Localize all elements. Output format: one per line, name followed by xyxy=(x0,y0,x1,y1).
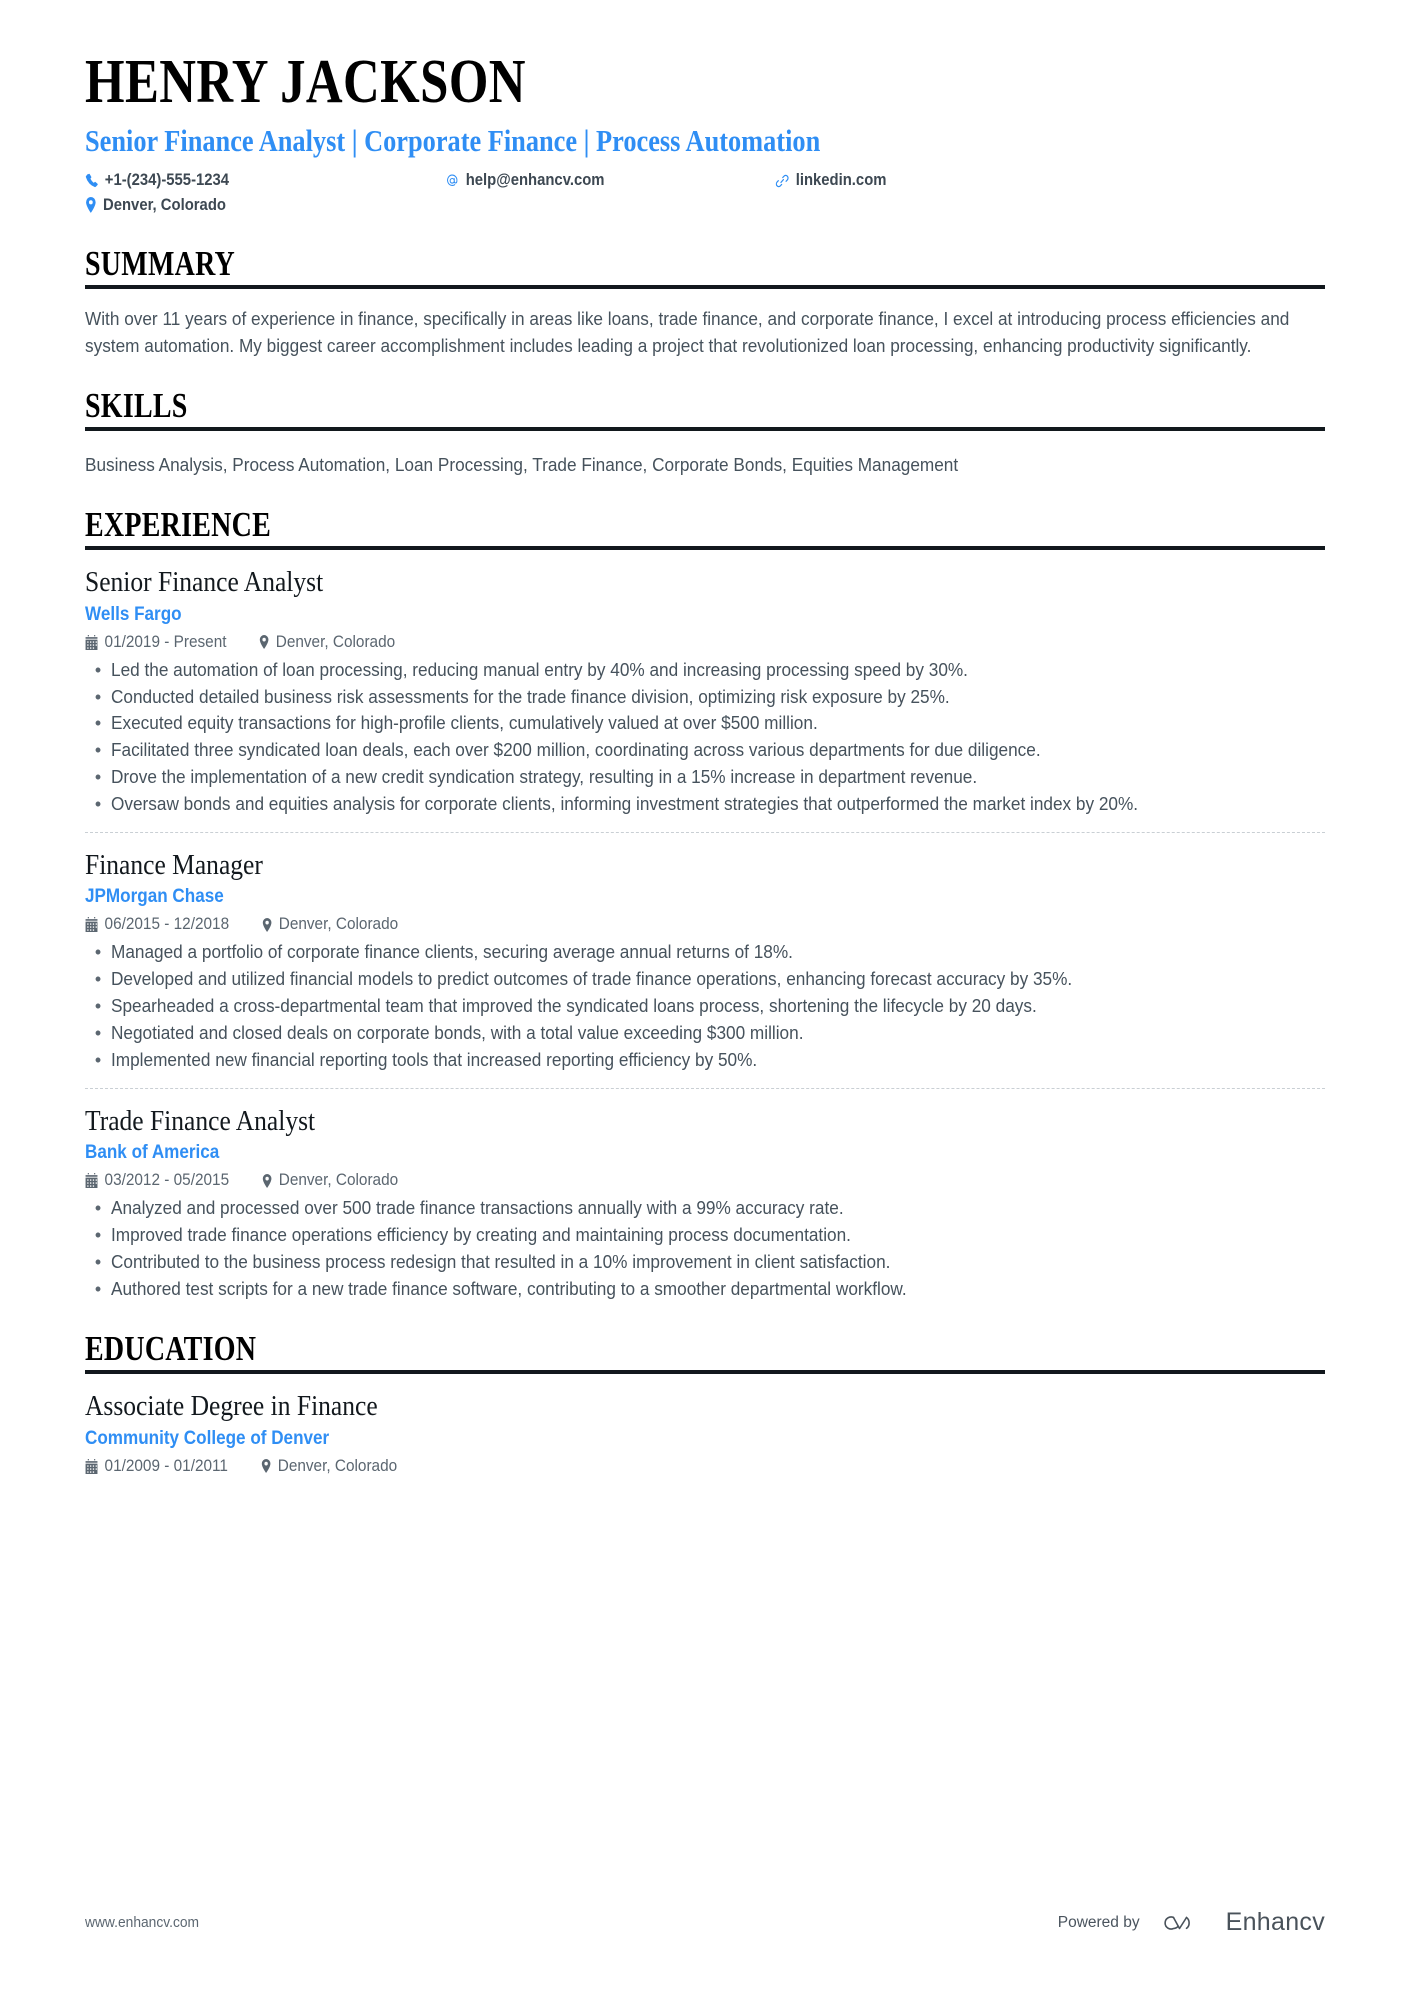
bullet-dot-icon: • xyxy=(94,1198,102,1219)
education-entry-title: Associate Degree in Finance xyxy=(85,1389,378,1422)
section-experience xyxy=(85,505,1325,1303)
calendar-icon xyxy=(85,1173,98,1188)
entry-dates-value: 01/2019 - Present xyxy=(104,632,227,651)
bullet-text: Led the automation of loan processing, reducing manual entry by 40% and increasing processing speed by 30%. xyxy=(111,658,968,680)
contact-website-value: linkedin.com xyxy=(795,171,887,190)
list-item xyxy=(85,966,1325,993)
summary-text: With over 11 years of experience in finance, specifically in areas like loans, trade finance, and corporate finance, I excel at introducing process efficiencies and system automation. My biggest career accomplishment includes leading a project that revolutionized loan processing, enhancing productivity significantly. xyxy=(85,308,1290,356)
bullet-dot-icon: • xyxy=(94,1278,102,1299)
experience-entry-title: Trade Finance Analyst xyxy=(85,1104,316,1137)
entry-location-value: Denver, Colorado xyxy=(278,915,399,934)
experience-entry-meta xyxy=(85,633,1325,652)
education-entry xyxy=(85,1374,1325,1476)
list-item xyxy=(85,1020,1325,1047)
link-icon xyxy=(775,173,789,189)
experience-entry-organization[interactable]: Bank of America xyxy=(85,1142,220,1164)
education-entry-meta xyxy=(85,1457,1325,1476)
footer-url[interactable]: www.enhancv.com xyxy=(85,1914,200,1931)
list-item xyxy=(85,791,1325,818)
section-skills xyxy=(85,386,1325,479)
skills-list: Business Analysis, Process Automation, Loan Processing, Trade Finance, Corporate Bonds, Equities Management xyxy=(85,453,959,475)
education-entry-organization[interactable]: Community College of Denver xyxy=(85,1427,330,1449)
experience-entry-organization[interactable]: Wells Fargo xyxy=(85,603,182,625)
footer-branding xyxy=(1058,1908,1325,1937)
contact-row-secondary xyxy=(85,193,1325,218)
experience-entry-meta xyxy=(85,1171,1325,1190)
contact-location xyxy=(85,193,409,218)
bullet-dot-icon: • xyxy=(94,793,102,814)
location-pin-icon xyxy=(85,197,97,213)
entry-location-value: Denver, Colorado xyxy=(278,1171,399,1190)
entry-location-value: Denver, Colorado xyxy=(275,632,396,651)
location-pin-icon xyxy=(262,918,272,932)
entry-bullet-list xyxy=(85,1195,1325,1302)
enhancv-logo-icon xyxy=(1164,1910,1216,1936)
entry-bullet-list xyxy=(85,657,1325,818)
location-pin-icon xyxy=(262,1174,272,1188)
bullet-text: Developed and utilized financial models to predict outcomes of trade finance operations, enhancing forecast accuracy by 35%. xyxy=(111,968,1073,990)
bullet-dot-icon: • xyxy=(94,1225,102,1246)
list-item xyxy=(85,1222,1325,1249)
section-divider xyxy=(85,285,1325,289)
entry-dates-value: 06/2015 - 12/2018 xyxy=(104,915,230,934)
contact-email[interactable] xyxy=(445,168,742,193)
section-title-summary: SUMMARY xyxy=(85,243,236,283)
bullet-text: Spearheaded a cross-departmental team that improved the syndicated loans process, shortening the lifecycle by 20 days. xyxy=(111,995,1037,1017)
email-icon xyxy=(445,173,459,189)
section-title-experience: EXPERIENCE xyxy=(85,504,271,544)
location-pin-icon xyxy=(259,635,269,649)
calendar-icon xyxy=(85,1459,98,1474)
experience-entry xyxy=(85,832,1325,1074)
professional-headline: Senior Finance Analyst | Corporate Finance | Process Automation xyxy=(85,123,821,159)
calendar-icon xyxy=(85,917,98,932)
phone-icon xyxy=(85,173,99,188)
list-item xyxy=(85,710,1325,737)
entry-location-value: Denver, Colorado xyxy=(277,1456,397,1475)
experience-entry-meta xyxy=(85,915,1325,934)
list-item xyxy=(85,993,1325,1020)
bullet-dot-icon: • xyxy=(94,996,102,1017)
experience-entry xyxy=(85,550,1325,818)
bullet-dot-icon: • xyxy=(94,767,102,788)
entry-dates xyxy=(85,915,229,934)
bullet-text: Authored test scripts for a new trade finance software, contributing to a smoother departmental workflow. xyxy=(111,1277,907,1299)
experience-entry-title: Senior Finance Analyst xyxy=(85,565,324,598)
list-item xyxy=(85,1195,1325,1222)
list-item xyxy=(85,1047,1325,1074)
list-item xyxy=(85,939,1325,966)
contact-phone[interactable] xyxy=(85,168,409,193)
entry-location xyxy=(262,1171,398,1190)
bullet-dot-icon: • xyxy=(94,713,102,734)
bullet-dot-icon: • xyxy=(94,942,102,963)
bullet-text: Improved trade finance operations efficiency by creating and maintaining process documentation. xyxy=(111,1224,851,1246)
entry-location xyxy=(261,1457,397,1476)
section-title-skills: SKILLS xyxy=(85,385,188,425)
bullet-text: Executed equity transactions for high-profile clients, cumulatively valued at over $500 million. xyxy=(111,712,818,734)
resume-header xyxy=(85,0,1325,218)
entry-dates xyxy=(85,1457,228,1476)
entry-dates-value: 01/2009 - 01/2011 xyxy=(104,1456,228,1475)
bullet-text: Facilitated three syndicated loan deals, each over $200 million, coordinating across various departments for due diligence. xyxy=(111,739,1041,761)
bullet-dot-icon: • xyxy=(94,686,102,707)
bullet-text: Managed a portfolio of corporate finance clients, securing average annual returns of 18%. xyxy=(111,941,793,963)
contact-email-value: help@enhancv.com xyxy=(465,171,605,190)
calendar-icon xyxy=(85,635,98,650)
powered-by-label: Powered by xyxy=(1057,1913,1140,1931)
bullet-dot-icon: • xyxy=(94,1022,102,1043)
list-item xyxy=(85,1276,1325,1303)
entry-dates-value: 03/2012 - 05/2015 xyxy=(104,1171,230,1190)
contact-info xyxy=(85,168,1325,218)
section-summary xyxy=(85,244,1325,360)
entry-location xyxy=(259,633,395,652)
contact-website[interactable] xyxy=(775,168,1045,193)
list-item xyxy=(85,764,1325,791)
education-entry-list xyxy=(85,1374,1325,1476)
bullet-dot-icon: • xyxy=(94,740,102,761)
contact-row-primary xyxy=(85,168,1325,193)
bullet-text: Analyzed and processed over 500 trade finance transactions annually with a 99% accuracy rate. xyxy=(111,1197,844,1219)
list-item xyxy=(85,684,1325,711)
experience-entry-organization[interactable]: JPMorgan Chase xyxy=(85,886,224,908)
list-item xyxy=(85,657,1325,684)
experience-entry-title: Finance Manager xyxy=(85,848,263,881)
list-item xyxy=(85,1249,1325,1276)
contact-phone-value: +1-(234)-555-1234 xyxy=(104,171,230,190)
entry-dates xyxy=(85,633,227,652)
page-title: HENRY JACKSON xyxy=(85,48,526,116)
bullet-text: Contributed to the business process redesign that resulted in a 10% improvement in client satisfaction. xyxy=(111,1250,891,1272)
contact-location-value: Denver, Colorado xyxy=(103,196,226,215)
brand-name: Enhancv xyxy=(1225,1908,1325,1936)
section-divider xyxy=(85,427,1325,431)
entry-bullet-list xyxy=(85,939,1325,1073)
list-item xyxy=(85,737,1325,764)
section-title-education: EDUCATION xyxy=(85,1328,257,1368)
location-pin-icon xyxy=(261,1459,271,1473)
bullet-text: Implemented new financial reporting tools that increased reporting efficiency by 50%. xyxy=(111,1048,758,1070)
section-education xyxy=(85,1329,1325,1476)
entry-location xyxy=(262,915,398,934)
bullet-dot-icon: • xyxy=(94,1049,102,1070)
bullet-text: Drove the implementation of a new credit syndication strategy, resulting in a 15% increase in department revenue. xyxy=(111,766,978,788)
bullet-text: Conducted detailed business risk assessments for the trade finance division, optimizing risk exposure by 25%. xyxy=(111,685,950,707)
bullet-dot-icon: • xyxy=(94,659,102,680)
entry-dates xyxy=(85,1171,229,1190)
experience-entry xyxy=(85,1088,1325,1303)
bullet-text: Oversaw bonds and equities analysis for corporate clients, informing investment strategies that outperformed the market index by 20%. xyxy=(111,792,1139,814)
bullet-dot-icon: • xyxy=(94,1251,102,1272)
bullet-text: Negotiated and closed deals on corporate bonds, with a total value exceeding $300 million. xyxy=(111,1021,804,1043)
bullet-dot-icon: • xyxy=(94,969,102,990)
experience-entry-list xyxy=(85,550,1325,1303)
page-footer xyxy=(85,1908,1325,1937)
